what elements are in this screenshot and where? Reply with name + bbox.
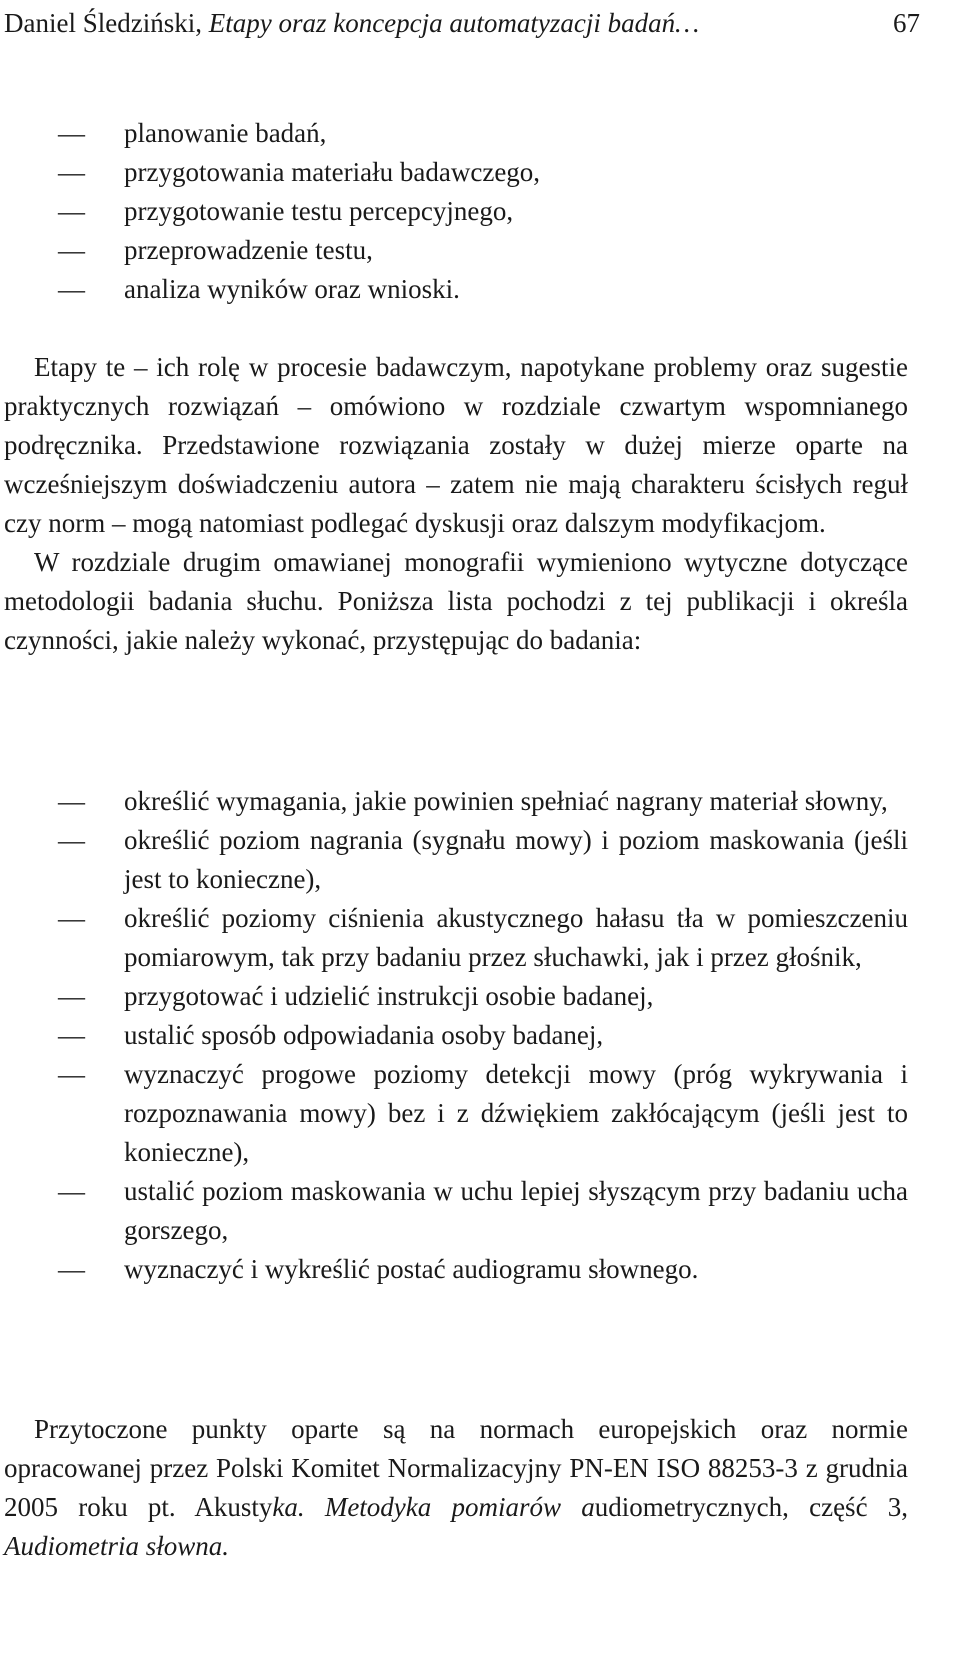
stages-list <box>4 114 908 309</box>
list-item <box>4 1055 908 1172</box>
page-number: 67 <box>893 8 920 38</box>
list-item-text: wyznaczyć progowe poziomy detekcji mowy (próg wykrywania i rozpoznawania mowy) bez i z dźwiękiem zakłócającym (jeśli jest to konieczne), <box>124 1059 908 1167</box>
list-item <box>4 1172 908 1250</box>
list-item <box>4 1016 908 1055</box>
guidelines-list <box>4 782 908 1289</box>
running-header <box>4 4 920 44</box>
header-title: Etapy oraz koncepcja automatyzacji badań… <box>208 8 700 38</box>
list-item <box>4 1250 908 1289</box>
list-item-text: określić wymagania, jakie powinien spełniać nagrany materiał słowny, <box>124 786 888 816</box>
dash-bullet: — <box>58 786 85 816</box>
standards-title-italic: ka. Metodyka pomiarów a <box>272 1492 595 1522</box>
list-item <box>4 782 908 821</box>
list-item-text: przygotowania materiału badawczego, <box>124 157 541 187</box>
list-item-text: wyznaczyć i wykreślić postać audiogramu słownego. <box>124 1254 699 1284</box>
list-item-text: przygotowanie testu percepcyjnego, <box>124 196 514 226</box>
standards-part-title: Audiometria słowna. <box>4 1531 230 1561</box>
list-item <box>4 114 908 153</box>
dash-bullet: — <box>58 118 85 148</box>
list-item-text: ustalić poziom maskowania w uchu lepiej słyszącym przy badaniu ucha gorszego, <box>124 1176 908 1245</box>
list-item-text: ustalić sposób odpowiadania osoby badanej, <box>124 1020 604 1050</box>
dash-bullet: — <box>58 274 85 304</box>
dash-bullet: — <box>58 1059 85 1089</box>
list-item-text: analiza wyników oraz wnioski. <box>124 274 460 304</box>
list-item <box>4 192 908 231</box>
standards-text-continued: udiometrycznych, część 3, <box>594 1492 909 1522</box>
list-item <box>4 977 908 1016</box>
list-item <box>4 153 908 192</box>
paragraph-standards <box>4 1410 908 1566</box>
list-item <box>4 231 908 270</box>
standards-text: Przytoczone punkty oparte są na normach europejskich oraz normie opracowanej przez Polski Komitet Normalizacyjny PN-EN ISO 88253-3 z grudnia 2005 roku pt. Akusty <box>4 1414 908 1522</box>
header-author: Daniel Śledziński, <box>4 8 202 38</box>
dash-bullet: — <box>58 196 85 226</box>
list-item <box>4 899 908 977</box>
dash-bullet: — <box>58 1176 85 1206</box>
dash-bullet: — <box>58 235 85 265</box>
paragraph-stages: Etapy te – ich rolę w procesie badawczym, napotykane problemy oraz sugestie praktycznych rozwiązań – omówiono w rozdziale czwartym wspomnianego podręcznika. Przedstawione rozwiązania zostały w dużej mierze oparte na wcześniejszym doświadczeniu autora – zatem nie mają charakteru ścisłych reguł czy norm – mogą natomiast podlegać dyskusji oraz dalszym modyfikacjom. <box>4 352 908 538</box>
header-author-title <box>4 4 699 43</box>
dash-bullet: — <box>58 1020 85 1050</box>
dash-bullet: — <box>58 825 85 855</box>
paragraph-guidelines: W rozdziale drugim omawianej monografii wymieniono wytyczne dotyczące metodologii badania słuchu. Poniższa lista pochodzi z tej publikacji i określa czynności, jakie należy wykonać, przystępując do badania: <box>4 547 908 655</box>
list-item-text: przygotować i udzielić instrukcji osobie badanej, <box>124 981 654 1011</box>
dash-bullet: — <box>58 157 85 187</box>
list-item <box>4 270 908 309</box>
list-item <box>4 821 908 899</box>
list-item-text: planowanie badań, <box>124 118 327 148</box>
dash-bullet: — <box>58 903 85 933</box>
body-text-block <box>4 348 908 660</box>
dash-bullet: — <box>58 981 85 1011</box>
list-item-text: przeprowadzenie testu, <box>124 235 373 265</box>
list-item-text: określić poziomy ciśnienia akustycznego hałasu tła w pomieszczeniu pomiarowym, tak przy badaniu przez słuchawki, jak i przez głośnik, <box>124 903 908 972</box>
list-item-text: określić poziom nagrania (sygnału mowy) i poziom maskowania (jeśli jest to konieczne), <box>124 825 908 894</box>
dash-bullet: — <box>58 1254 85 1284</box>
final-paragraph-block <box>4 1410 908 1566</box>
